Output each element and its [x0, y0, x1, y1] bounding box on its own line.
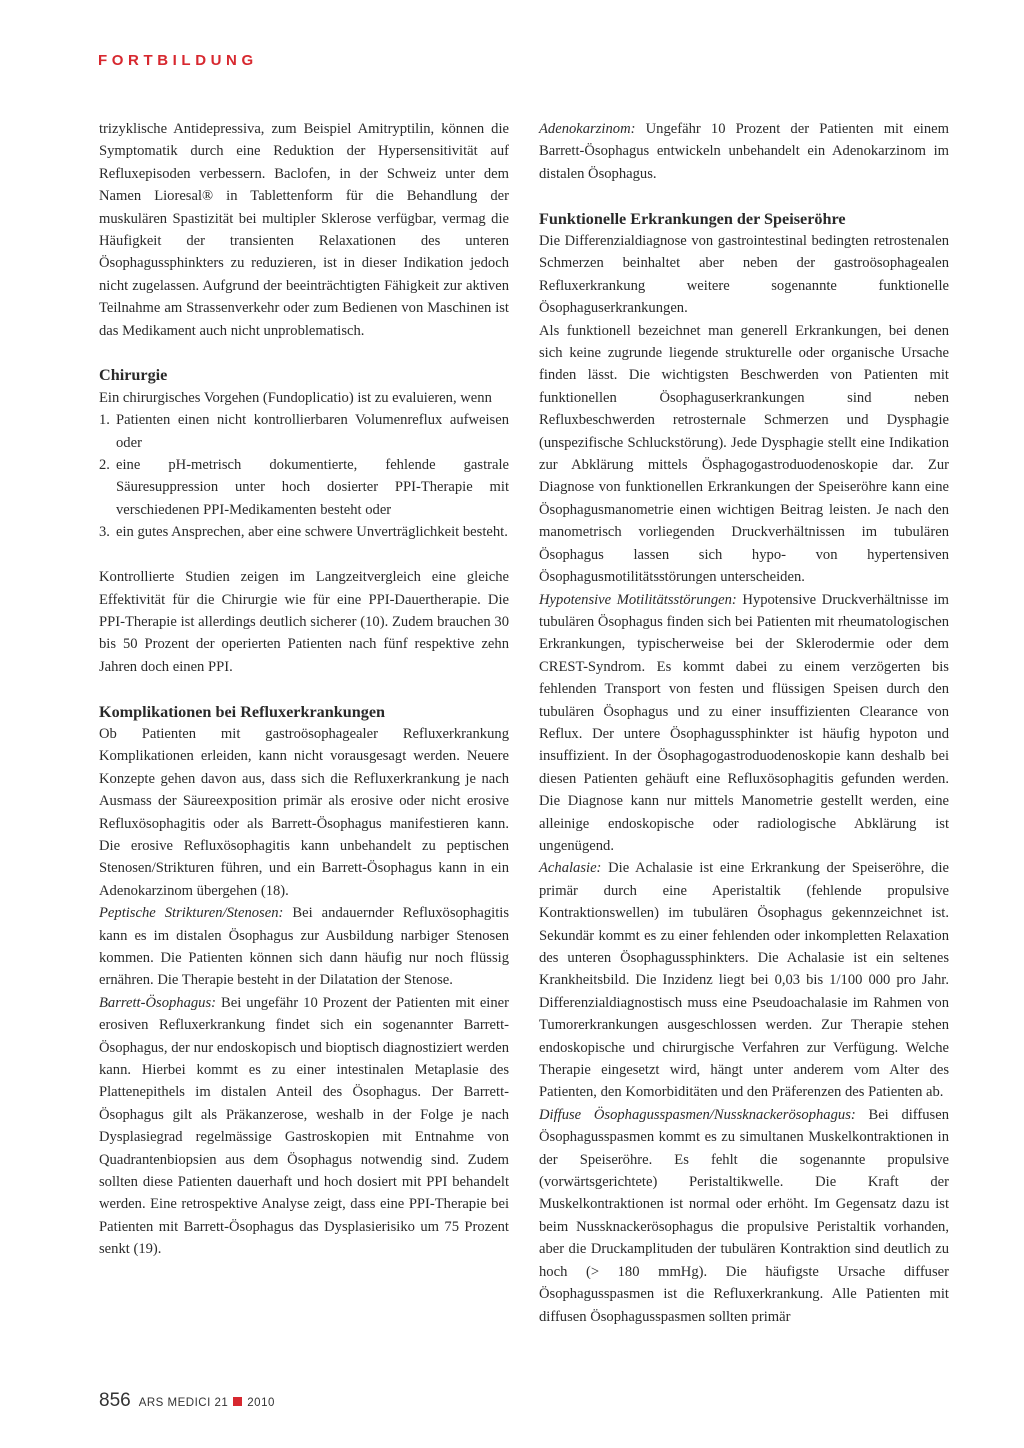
lead-hypotensive: Hypotensive Motilitätsstörungen:	[539, 591, 737, 608]
page-number: 856	[99, 1390, 131, 1411]
list-item	[99, 521, 509, 543]
list-number: 3.	[99, 524, 110, 541]
paragraph-adenokarzinom	[539, 118, 949, 185]
list-text: ein gutes Ansprechen, aber eine schwere Unverträglichkeit besteht.	[116, 524, 508, 541]
list-number: 2.	[99, 457, 110, 474]
list-number: 1.	[99, 412, 110, 429]
paragraph-hypotensive	[539, 589, 949, 858]
lead-achalasie: Achalasie:	[539, 860, 602, 877]
lead-strikturen: Peptische Strikturen/Stenosen:	[99, 905, 284, 922]
journal-name: ARS MEDICI 21	[138, 1397, 229, 1409]
indication-list	[99, 409, 509, 543]
paragraph-strikturen	[99, 902, 509, 992]
journal-year: 2010	[247, 1397, 275, 1409]
paragraph-chirurgie: Ein chirurgisches Vorgehen (Fundoplicatio) ist zu evaluieren, wenn	[99, 389, 492, 406]
right-column	[539, 118, 949, 1328]
text-strikturen: Bei andauernder Refluxösophagitis kann es im distalen Ösophagus zur Ausbildung narbiger Stenosen kommen. Die Patienten können sich dann häufig nur noch flüssig ernähren. Die Therapie besteht in der Dilatation der Stenose.	[99, 905, 510, 989]
text-hypotensive: Hypotensive Druckverhältnisse im tubulären Ösophagus finden sich bei Patienten mit rheumatologischen Erkrankungen, typischerweise bei der Sklerodermie oder dem CREST-Syndrom. Es kommt dabei zu einem verzögerten bis fehlenden Transport von festen und flüssigen Speisen durch den tubulären Ösophagus und zu einer insuffizienten Clearance von Reflux. Der untere Ösophagussphinkter ist häufig hypoton und insuffizient. In der Ösophagogastroduodenoskopie kann deshalb bei diesen Patienten gehäuft eine Refluxösophagitis gefunden werden. Die Diagnose kann nur mittels Manometrie gestellt werden, eine alleinige endoskopische oder radiologische Abklärung ist ungenügend.	[539, 591, 949, 854]
text-achalasie: Die Achalasie ist eine Erkrankung der Speiseröhre, die primär durch eine Aperistaltik (fehlende propulsive Kontraktionswellen) im tubulären Ösophagus gekennzeichnet ist. Sekundär kommt es zu einer fehlenden oder inkompletten Relaxation des unteren Ösophagussphinkters. Die Achalasie ist ein seltenes Krankheitsbild. Die Inzidenz liegt bei 0,03 bis 1/100 000 pro Jahr. Differenzialdiagnostisch muss eine Pseudoachalasie im Rahmen von Tumorerkrankungen ausgeschlossen werden. Zur Therapie stehen endoskopische und chirurgische Verfahren zur Verfügung. Welche Therapie eingesetzt wird, hängt unter anderem vom Alter des Patienten, den Komorbiditäten und den Präferenzen des Patienten ab.	[539, 860, 949, 1101]
list-text: eine pH-metrisch dokumentierte, fehlende gastrale Säuresuppression unter hoch dosierter PPI-Therapie mit verschiedenen PPI-Medikamenten besteht oder	[116, 457, 509, 518]
lead-diffus: Diffuse Ösophagusspasmen/Nussknackerösophagus:	[539, 1106, 856, 1123]
lead-adenokarzinom: Adenokarzinom:	[539, 121, 636, 137]
left-column	[99, 118, 509, 1261]
paragraph-intro: trizyklische Antidepressiva, zum Beispiel Amitryptilin, können die Symptomatik durch eine Reduktion der Hypersensitivität auf Refluxepisoden verbessern. Baclofen, in der Schweiz unter dem Namen Lioresal® in Tablettenform für die Behandlung der muskulären Spastizität bei multipler Sklerose verfügbar, vermag die Häufigkeit der transienten Relaxationen des unteren Ösophagussphinkters zu reduzieren, ist in dieser Indikation jedoch nicht zugelassen. Aufgrund der beeinträchtigten Fähigkeit zur aktiven Teilnahme am Strassenverkehr oder zum Bedienen von Maschinen ist das Medikament auch nicht unproblematisch.	[99, 121, 509, 339]
heading-funktionell: Funktionelle Erkrankungen der Speiseröhre	[539, 209, 846, 228]
heading-komplikationen: Komplikationen bei Refluxerkrankungen	[99, 702, 386, 721]
section-label: FORTBILDUNG	[98, 52, 258, 69]
paragraph-barrett	[99, 992, 509, 1261]
paragraph-diffus	[539, 1104, 949, 1328]
paragraph-achalasie	[539, 857, 949, 1103]
text-adenokarzinom: Ungefähr 10 Prozent der Patienten mit einem Barrett-Ösophagus entwickeln unbehandelt ein Adenokarzinom im distalen Ösophagus.	[539, 121, 949, 182]
paragraph-funktionell-1: Die Differenzialdiagnose von gastrointestinal bedingten retrostenalen Schmerzen beinhaltet aber neben der gastroösophagealen Refluxerkrankung weitere sogenannte funktionelle Ösophaguserkrankungen.	[539, 233, 949, 317]
paragraph-komplikationen: Ob Patienten mit gastroösophagealer Refluxerkrankung Komplikationen erleiden, kann nicht vorausgesagt werden. Neuere Konzepte gehen davon aus, dass sich die Refluxerkrankung je nach Ausmass der Säureexposition primär als erosive oder nicht erosive Refluxösophagitis oder als Barrett-Ösophagus manifestieren kann. Die erosive Refluxösophagitis kann unbehandelt zu peptischen Stenosen/Strikturen führen, und ein Barrett-Ösophagus kann in ein Adenokarzinom übergehen (18).	[99, 725, 509, 899]
lead-barrett: Barrett-Ösophagus:	[99, 994, 217, 1011]
paragraph-funktionell-2: Als funktionell bezeichnet man generell Erkrankungen, bei denen sich keine zugrunde liegende strukturelle oder organische Ursache finden lässt. Die wichtigsten Beschwerden von Patienten mit funktionellen Ösophaguserkrankungen sind neben Refluxbeschwerden retrosternale Schmerzen und Dysphagie (unspezifische Schluckstörung). Jede Dysphagie stellt eine Indikation zur Abklärung mittels Ösphagogastroduodenoskopie dar. Zur Diagnose von funktionellen Erkrankungen der Speiseröhre kann eine Ösophagusmanometrie einen wichtigen Beitrag leisten. Je nach den manometrisch vorliegenden Druckverhältnissen im tubulären Ösophagus lassen sich hypo- von hypertensiven Ösophagusmotilitätsstörungen unterscheiden.	[539, 322, 949, 586]
paragraph-studien: Kontrollierte Studien zeigen im Langzeitvergleich eine gleiche Effektivität für die Chirurgie wie für eine PPI-Dauertherapie. Die PPI-Therapie ist allerdings deutlich sicherer (10). Zudem brauchen 30 bis 50 Prozent der operierten Patienten nach fünf respektive zehn Jahren doch einen PPI.	[99, 569, 509, 675]
page-footer	[99, 1390, 275, 1412]
list-item	[99, 454, 509, 521]
red-square-icon	[233, 1397, 242, 1406]
heading-chirurgie: Chirurgie	[99, 366, 168, 385]
list-item	[99, 409, 509, 454]
list-text: Patienten einen nicht kontrollierbaren Volumenreflux aufweisen oder	[116, 412, 509, 451]
text-barrett: Bei ungefähr 10 Prozent der Patienten mit einer erosiven Refluxerkrankung findet sich ein sogenannter Barrett-Ösophagus, der nur endoskopisch und bioptisch diagnostiziert werden kann. Hierbei kommt es zu einer intestinalen Metaplasie des Plattenepithels im distalen Anteil des Ösophagus. Der Barrett-Ösophagus gilt als Präkanzerose, weshalb in der Folge je nach Dysplasiegrad regelmässige Gastroskopien mit Entnahme von Quadrantenbiopsien aus dem Ösophagus notwendig sind. Zudem sollten diese Patienten dauerhaft und hoch dosiert mit PPI behandelt werden. Eine retrospektive Analyse zeigt, dass eine PPI-Therapie bei Patienten mit Barrett-Ösophagus das Dysplasierisiko um 75 Prozent senkt (19).	[99, 994, 509, 1258]
text-diffus: Bei diffusen Ösophagusspasmen kommt es zu simultanen Muskelkontraktionen in der Speiseröhre. Es fehlt die sogenannte propulsive (vorwärtsgerichtete) Peristaltikwelle. Die Kraft der Muskelkontraktionen ist normal oder erhöht. Im Gegensatz dazu ist beim Nussknackerösophagus die propulsive Peristaltik vorhanden, aber die Druckamplituden der tubulären Kontraktion sind deutlich zu hoch (> 180 mmHg). Die häufigste Ursache diffuser Ösophagusspasmen ist die Refluxerkrankung. Alle Patienten mit diffusen Ösophagusspasmen sollten primär	[539, 1106, 949, 1325]
